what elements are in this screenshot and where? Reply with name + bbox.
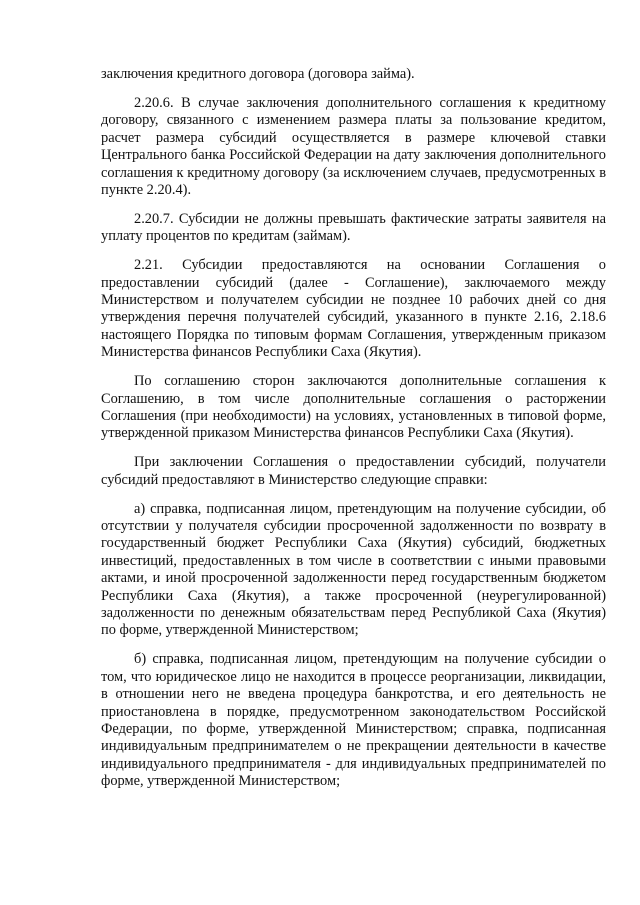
paragraph-additional-agreements: По соглашению сторон заключаются дополнительные соглашения к Соглашению, в том числе дополнительные соглашения о расторжении Соглашения (при необходимости) на условиях, установленных в типовой форме, утвержденной приказом Министерства финансов Республики Саха (Якутия). (101, 373, 606, 442)
paragraph-certificates-intro: При заключении Соглашения о предоставлении субсидий, получатели субсидий предоставляют в Министерство следующие справки: (101, 454, 606, 488)
paragraph-item-b: б) справка, подписанная лицом, претендующим на получение субсидии о том, что юридическое лицо не находится в процессе реорганизации, ликвидации, в отношении него не введена процедура банкротства, и его деятельность не приостановлена в порядке, предусмотренном законодательством Российской Федерации, по форме, утвержденной Министерством; справка, подписанная индивидуальным предпринимателем о не прекращении деятельности в качестве индивидуального предпринимателя - для индивидуальных предпринимателей по форме, утвержденной Министерством; (101, 651, 606, 790)
paragraph-2-21: 2.21. Субсидии предоставляются на основании Соглашения о предоставлении субсидий (далее - Соглашение), заключаемого между Министерством и получателем субсидии не позднее 10 рабочих дней со дня утверждения перечня получателей субсидий, указанного в пункте 2.16, 2.18.6 настоящего Порядка по типовым формам Соглашения, утвержденным приказом Министерства финансов Республики Саха (Якутия). (101, 257, 606, 361)
paragraph-2-20-7: 2.20.7. Субсидии не должны превышать фактические затраты заявителя на уплату процентов по кредитам (займам). (101, 210, 606, 245)
paragraph-continuation: заключения кредитного договора (договора займа). (101, 66, 415, 82)
paragraph-item-a: а) справка, подписанная лицом, претендующим на получение субсидии, об отсутствии у получателя субсидии просроченной задолженности по возврату в государственный бюджет Республики Саха (Якутия) субсидий, бюджетных инвестиций, предоставленных в том числе в соответствии с иными правовыми актами, и иной просроченной задолженности перед государственным бюджетом Республики Саха (Якутия), а также просроченной (неурегулированной) задолженности по денежным обязательствам перед Республикой Саха (Якутия) по форме, утвержденной Министерством; (101, 500, 606, 639)
paragraph-2-20-6: 2.20.6. В случае заключения дополнительного соглашения к кредитному договору, связанного с изменением размера платы за пользование кредитом, расчет размера субсидий осуществляется в размере ключевой ставки Центрального банка Российской Федерации на дату заключения дополнительного соглашения к кредитному договору (за исключением случаев, предусмотренных в пункте 2.20.4). (101, 94, 606, 198)
